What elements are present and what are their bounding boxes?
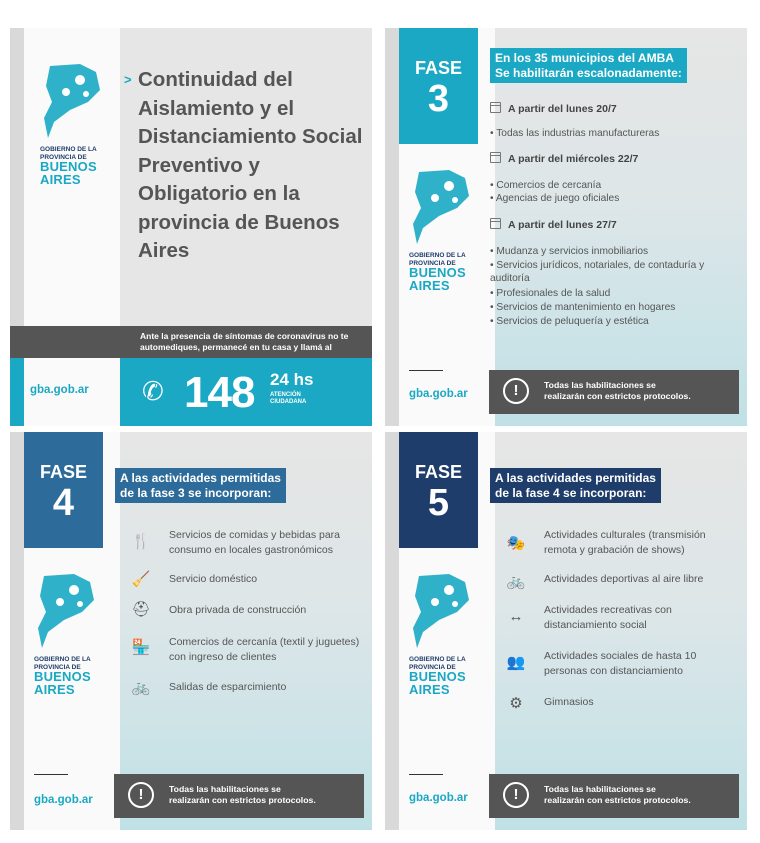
fase-label: FASE xyxy=(414,58,462,78)
section-heading: En los 35 municipios del AMBA Se habilitarán escalonadamente: xyxy=(490,48,687,83)
list-item: • Profesionales de la salud xyxy=(490,288,611,299)
fase-label: FASE xyxy=(414,462,462,482)
list-item: • Servicios de mantenimiento en hogares xyxy=(490,302,676,313)
hotline-hours: 24 hs xyxy=(270,370,314,389)
list-item: • Servicios jurídicos, notariales, de contaduría y auditoría xyxy=(490,260,705,284)
bicycle-icon: 🚲 xyxy=(506,573,526,590)
distance-icon: ↔ xyxy=(508,608,524,625)
fase-number: 3 xyxy=(427,78,450,120)
shop-icon: 🏪 xyxy=(131,639,151,656)
card-edge xyxy=(385,28,399,426)
card-fase-5 xyxy=(385,432,747,830)
card1-title: Continuidad del Aislamiento y el Distanciamiento Social Preventivo y Obligatorio en la provincia de Buenos Aires xyxy=(138,68,363,262)
fase-number: 4 xyxy=(52,482,75,524)
website-link[interactable]: gba.gob.ar xyxy=(34,794,93,806)
activity-item: Actividades recreativas con distanciamiento social xyxy=(544,604,672,631)
cyan-edge xyxy=(10,358,24,426)
activity-item: Obra privada de construcción xyxy=(169,604,307,616)
activity-item: Gimnasios xyxy=(544,696,594,708)
province-map-icon xyxy=(40,62,102,142)
calendar-icon xyxy=(490,102,501,113)
phone-icon: ✆ xyxy=(142,376,164,406)
activity-item: Actividades deportivas al aire libre xyxy=(544,573,704,585)
bicycle-icon: 🚲 xyxy=(131,679,151,696)
protocol-note xyxy=(489,370,739,414)
logo-ba-text: BUENOS AIRES xyxy=(409,265,466,293)
activity-item: Servicio doméstico xyxy=(169,573,258,585)
protocol-note xyxy=(489,774,739,818)
warning-text: Ante la presencia de síntomas de coronavirus no te automediques, permanecé en tu casa y llamá al xyxy=(140,331,349,352)
website-link[interactable]: gba.gob.ar xyxy=(409,792,468,804)
hotline-number[interactable]: 148 xyxy=(184,368,255,417)
activity-item: Actividades culturales (transmisión remota y grabación de shows) xyxy=(544,529,706,556)
divider xyxy=(409,774,443,775)
calendar-icon xyxy=(490,218,501,229)
website-link[interactable]: gba.gob.ar xyxy=(409,388,468,400)
divider xyxy=(409,370,443,371)
activity-item: Salidas de esparcimiento xyxy=(169,681,287,693)
dumbbell-icon: ⚙ xyxy=(509,695,523,712)
fase-box xyxy=(399,28,478,144)
title-arrow-icon: > xyxy=(124,72,132,87)
fase-label: FASE xyxy=(39,462,87,482)
activity-item: Comercios de cercanía (textil y juguetes) con ingreso de clientes xyxy=(169,636,360,663)
protocol-text: Todas las habilitaciones se realizarán con estrictos protocolos. xyxy=(544,784,691,805)
cleaning-icon: 🧹 xyxy=(131,571,151,588)
logo-gob-text: GOBIERNO DE LA PROVINCIA DE xyxy=(409,656,466,671)
people-icon: 👥 xyxy=(506,654,526,671)
fase-box xyxy=(399,432,478,548)
gba-logo xyxy=(409,572,479,696)
logo-ba-text: BUENOS AIRES xyxy=(34,669,91,697)
gba-logo xyxy=(34,572,104,696)
logo-ba-text: BUENOS AIRES xyxy=(40,159,97,187)
date-heading xyxy=(490,218,617,231)
warning-icon: ! xyxy=(503,782,529,808)
protocol-text: Todas las habilitaciones se realizarán con estrictos protocolos. xyxy=(544,380,691,401)
card-edge xyxy=(10,432,24,830)
logo-gob-text: GOBIERNO DE LA PROVINCIA DE xyxy=(34,656,91,671)
province-map-icon xyxy=(409,572,471,652)
hotline-attention: ATENCIÓN CIUDADANA xyxy=(270,392,307,405)
warning-icon: ! xyxy=(128,782,154,808)
calendar-icon xyxy=(490,152,501,163)
worker-icon: ⛑ xyxy=(131,601,151,618)
logo-gob-text: GOBIERNO DE LA PROVINCIA DE xyxy=(409,252,466,267)
province-map-icon xyxy=(34,572,96,652)
date-heading xyxy=(490,152,638,165)
province-map-icon xyxy=(409,168,471,248)
warning-banner xyxy=(10,326,372,358)
list-item: • Servicios de peluquería y estética xyxy=(490,316,649,327)
card-edge xyxy=(385,432,399,830)
activity-item: Actividades sociales de hasta 10 personas con distanciamiento xyxy=(544,650,697,677)
card-fase-4 xyxy=(10,432,372,830)
fase-number: 5 xyxy=(427,482,450,524)
list-item: • Agencias de juego oficiales xyxy=(490,193,620,204)
logo-ba-text: BUENOS AIRES xyxy=(409,669,466,697)
fase-box xyxy=(24,432,103,548)
section-heading: A las actividades permitidas de la fase 3 se incorporan: xyxy=(115,468,286,503)
date-heading xyxy=(490,102,617,115)
warning-icon: ! xyxy=(503,378,529,404)
theater-icon: 🎭 xyxy=(506,535,526,552)
date-text: A partir del miércoles 22/7 xyxy=(508,153,639,165)
protocol-note xyxy=(114,774,364,818)
card-continuidad xyxy=(10,28,372,426)
gba-logo xyxy=(409,168,479,292)
protocol-text: Todas las habilitaciones se realizarán con estrictos protocolos. xyxy=(169,784,316,805)
logo-gob-text: GOBIERNO DE LA PROVINCIA DE xyxy=(40,146,97,161)
section-heading: A las actividades permitidas de la fase 4 se incorporan: xyxy=(490,468,661,503)
website-link[interactable]: gba.gob.ar xyxy=(30,384,89,396)
list-item: • Comercios de cercanía xyxy=(490,180,602,191)
gba-logo xyxy=(40,62,110,186)
list-item: • Todas las industrias manufactureras xyxy=(490,128,660,139)
date-text: A partir del lunes 20/7 xyxy=(508,103,617,115)
food-icon: 🍴 xyxy=(131,533,151,550)
list-item: • Mudanza y servicios inmobiliarios xyxy=(490,246,649,257)
hotline-banner xyxy=(120,358,372,426)
date-text: A partir del lunes 27/7 xyxy=(508,219,617,231)
activity-item: Servicios de comidas y bebidas para consumo en locales gastronómicos xyxy=(169,529,341,556)
card-fase-3 xyxy=(385,28,747,426)
divider xyxy=(34,774,68,775)
